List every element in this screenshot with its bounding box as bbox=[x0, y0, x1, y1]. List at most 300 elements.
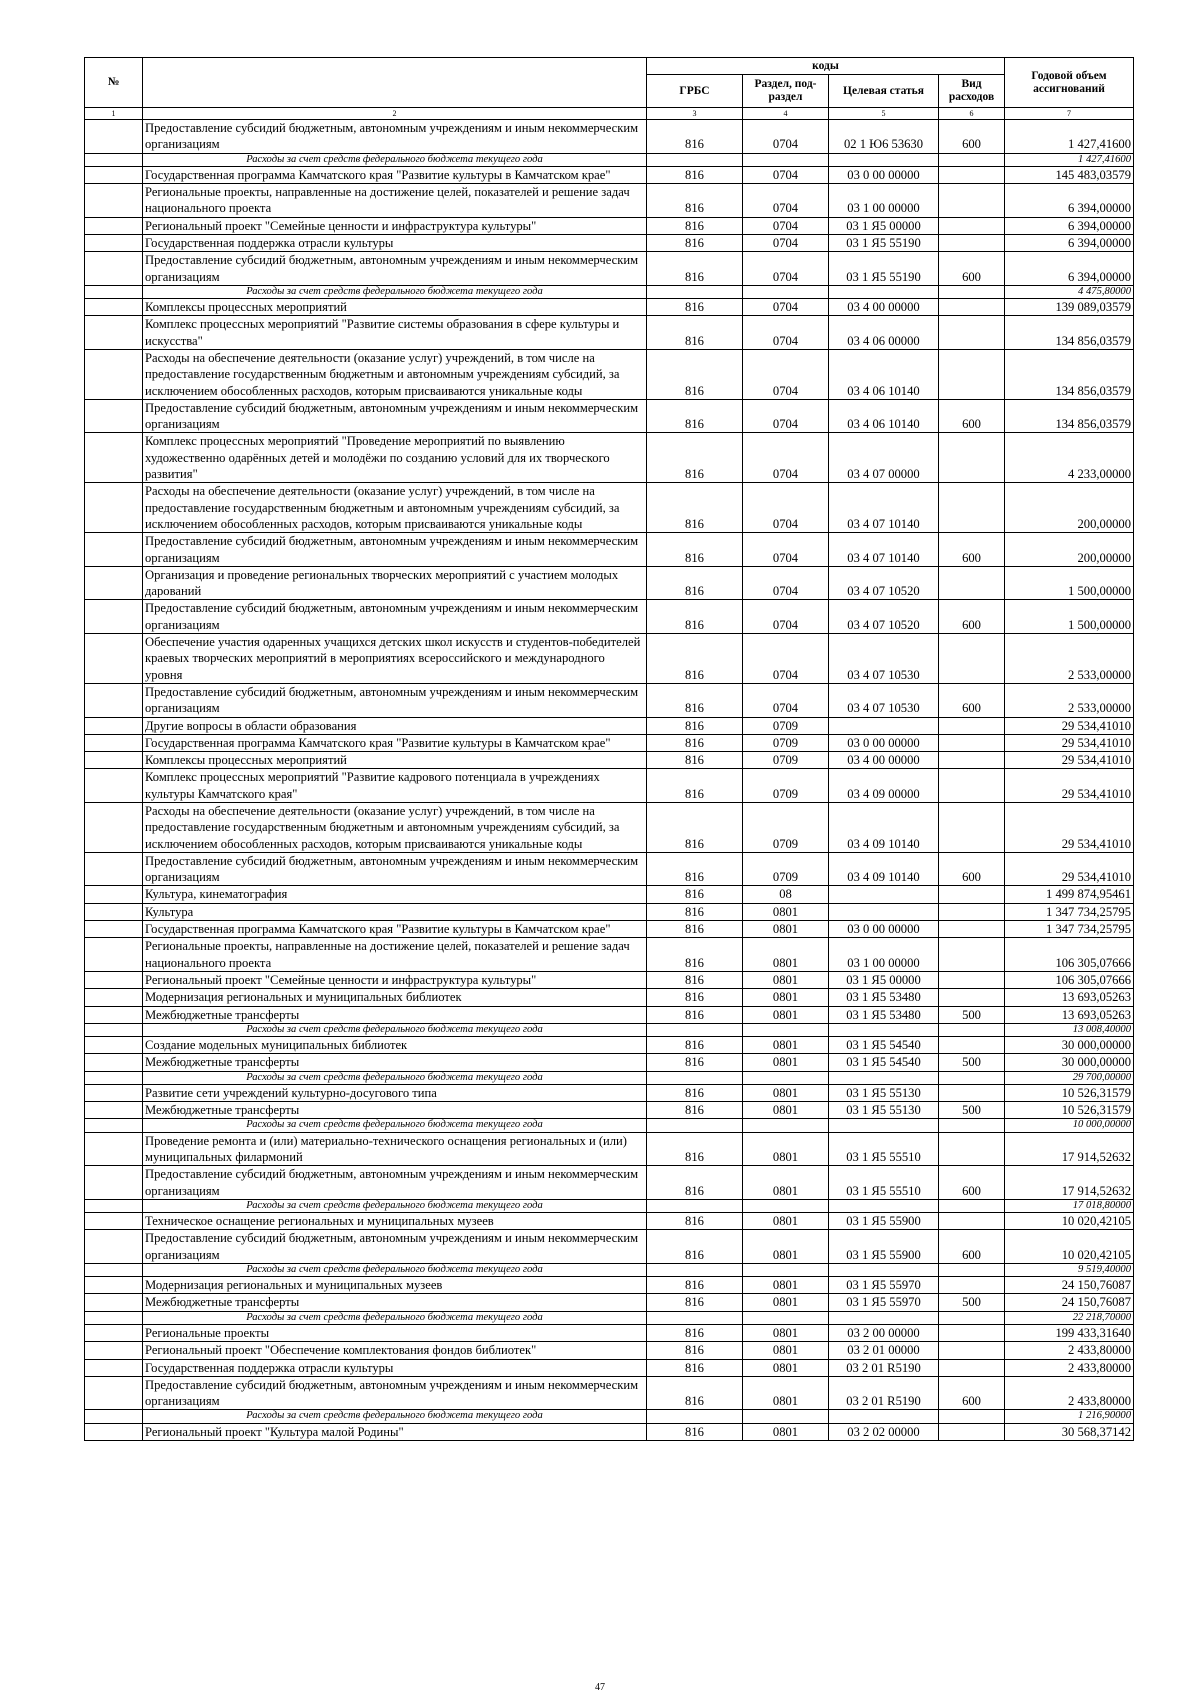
row-number-cell bbox=[85, 852, 143, 886]
tselevaya-cell: 03 2 01 R5190 bbox=[829, 1359, 939, 1376]
razdel-cell: 0709 bbox=[743, 852, 829, 886]
grbs-cell: 816 bbox=[647, 971, 743, 988]
table-row bbox=[85, 1102, 1134, 1119]
tselevaya-cell: 03 2 02 00000 bbox=[829, 1423, 939, 1440]
vid-cell: 600 bbox=[939, 852, 1005, 886]
tselevaya-cell bbox=[829, 285, 939, 298]
tselevaya-cell: 03 4 07 10140 bbox=[829, 483, 939, 533]
grbs-cell: 816 bbox=[647, 316, 743, 350]
volume-cell: 134 856,03579 bbox=[1005, 316, 1134, 350]
tselevaya-cell: 03 1 Я5 55510 bbox=[829, 1166, 939, 1200]
grbs-cell: 816 bbox=[647, 299, 743, 316]
row-name-cell: Расходы за счет средств федерального бюджета текущего года bbox=[143, 1119, 647, 1132]
razdel-cell: 0704 bbox=[743, 166, 829, 183]
razdel-cell: 0801 bbox=[743, 1324, 829, 1341]
row-name-cell: Предоставление субсидий бюджетным, автономным учреждениям и иным некоммерческим организациям bbox=[143, 1166, 647, 1200]
vid-cell bbox=[939, 433, 1005, 483]
razdel-cell: 0704 bbox=[743, 217, 829, 234]
table-row bbox=[85, 600, 1134, 634]
row-name-cell: Предоставление субсидий бюджетным, автономным учреждениям и иным некоммерческим организациям bbox=[143, 1230, 647, 1264]
tselevaya-cell: 03 1 Я5 53480 bbox=[829, 1006, 939, 1023]
federal-budget-row bbox=[85, 1410, 1134, 1423]
row-name-cell: Расходы за счет средств федерального бюджета текущего года bbox=[143, 285, 647, 298]
razdel-cell: 0801 bbox=[743, 989, 829, 1006]
tselevaya-cell: 03 4 06 10140 bbox=[829, 349, 939, 399]
row-name-cell: Региональные проекты bbox=[143, 1324, 647, 1341]
table-row bbox=[85, 683, 1134, 717]
volume-cell: 10 020,42105 bbox=[1005, 1213, 1134, 1230]
grbs-cell: 816 bbox=[647, 252, 743, 286]
tselevaya-cell: 03 1 Я5 53480 bbox=[829, 989, 939, 1006]
row-number-cell bbox=[85, 1084, 143, 1101]
volume-cell: 134 856,03579 bbox=[1005, 399, 1134, 433]
grbs-cell: 816 bbox=[647, 217, 743, 234]
row-number-cell bbox=[85, 1423, 143, 1440]
vid-cell bbox=[939, 971, 1005, 988]
tselevaya-cell: 03 1 Я5 55130 bbox=[829, 1102, 939, 1119]
tselevaya-cell: 03 4 07 10530 bbox=[829, 634, 939, 684]
row-name-cell: Предоставление субсидий бюджетным, автономным учреждениям и иным некоммерческим организациям bbox=[143, 120, 647, 154]
vid-cell bbox=[939, 1277, 1005, 1294]
table-row bbox=[85, 1342, 1134, 1359]
row-number-cell bbox=[85, 1006, 143, 1023]
vid-cell bbox=[939, 166, 1005, 183]
razdel-cell: 0704 bbox=[743, 184, 829, 218]
row-number-cell bbox=[85, 1359, 143, 1376]
vid-cell bbox=[939, 717, 1005, 734]
vid-cell bbox=[939, 1119, 1005, 1132]
tselevaya-cell: 03 0 00 00000 bbox=[829, 921, 939, 938]
razdel-cell: 0704 bbox=[743, 349, 829, 399]
table-row bbox=[85, 752, 1134, 769]
volume-cell: 29 534,41010 bbox=[1005, 802, 1134, 852]
vid-cell bbox=[939, 752, 1005, 769]
vid-cell bbox=[939, 903, 1005, 920]
razdel-cell bbox=[743, 285, 829, 298]
table-row bbox=[85, 166, 1134, 183]
razdel-cell: 0801 bbox=[743, 903, 829, 920]
row-name-cell: Государственная программа Камчатского края "Развитие культуры в Камчатском крае" bbox=[143, 166, 647, 183]
row-number-cell bbox=[85, 1342, 143, 1359]
grbs-cell: 816 bbox=[647, 634, 743, 684]
vid-cell bbox=[939, 566, 1005, 600]
razdel-cell: 08 bbox=[743, 886, 829, 903]
table-row bbox=[85, 1277, 1134, 1294]
vid-cell bbox=[939, 886, 1005, 903]
razdel-cell: 0801 bbox=[743, 1132, 829, 1166]
volume-cell: 200,00000 bbox=[1005, 483, 1134, 533]
table-row bbox=[85, 989, 1134, 1006]
col-grbs-header: ГРБС bbox=[647, 75, 743, 108]
column-index-row bbox=[85, 108, 1134, 120]
razdel-cell: 0801 bbox=[743, 1376, 829, 1410]
volume-cell: 1 500,00000 bbox=[1005, 566, 1134, 600]
tselevaya-cell: 03 4 09 10140 bbox=[829, 852, 939, 886]
volume-cell: 17 914,52632 bbox=[1005, 1132, 1134, 1166]
vid-cell: 600 bbox=[939, 399, 1005, 433]
table-row bbox=[85, 299, 1134, 316]
volume-cell: 106 305,07666 bbox=[1005, 971, 1134, 988]
vid-cell bbox=[939, 734, 1005, 751]
row-number-cell bbox=[85, 1277, 143, 1294]
index-cell: 5 bbox=[829, 108, 939, 120]
grbs-cell: 816 bbox=[647, 1166, 743, 1200]
tselevaya-cell: 03 4 07 00000 bbox=[829, 433, 939, 483]
codes-header: коды bbox=[647, 58, 1005, 75]
grbs-cell: 816 bbox=[647, 566, 743, 600]
volume-cell: 2 433,80000 bbox=[1005, 1359, 1134, 1376]
vid-cell: 600 bbox=[939, 120, 1005, 154]
row-number-cell bbox=[85, 1054, 143, 1071]
row-name-cell: Расходы за счет средств федерального бюджета текущего года bbox=[143, 1071, 647, 1084]
row-number-cell bbox=[85, 717, 143, 734]
vid-cell bbox=[939, 921, 1005, 938]
table-row bbox=[85, 769, 1134, 803]
razdel-cell bbox=[743, 1071, 829, 1084]
row-number-cell bbox=[85, 1376, 143, 1410]
row-name-cell: Предоставление субсидий бюджетным, автономным учреждениям и иным некоммерческим организациям bbox=[143, 852, 647, 886]
row-name-cell: Проведение ремонта и (или) материально-технического оснащения региональных и (или) муниципальных филармоний bbox=[143, 1132, 647, 1166]
vid-cell bbox=[939, 1084, 1005, 1101]
grbs-cell: 816 bbox=[647, 600, 743, 634]
table-row bbox=[85, 717, 1134, 734]
row-number-cell bbox=[85, 989, 143, 1006]
col-volume-header: Годовой объем ассигнований bbox=[1005, 58, 1134, 108]
tselevaya-cell: 03 1 Я5 55190 bbox=[829, 234, 939, 251]
row-name-cell: Региональные проекты, направленные на достижение целей, показателей и решение задач национального проекта bbox=[143, 184, 647, 218]
grbs-cell: 816 bbox=[647, 886, 743, 903]
grbs-cell: 816 bbox=[647, 1037, 743, 1054]
grbs-cell bbox=[647, 153, 743, 166]
tselevaya-cell: 03 4 06 00000 bbox=[829, 316, 939, 350]
tselevaya-cell: 03 2 01 R5190 bbox=[829, 1376, 939, 1410]
volume-cell: 29 534,41010 bbox=[1005, 852, 1134, 886]
grbs-cell bbox=[647, 1263, 743, 1276]
vid-cell bbox=[939, 1132, 1005, 1166]
grbs-cell: 816 bbox=[647, 1342, 743, 1359]
row-name-cell: Предоставление субсидий бюджетным, автономным учреждениям и иным некоммерческим организациям bbox=[143, 399, 647, 433]
tselevaya-cell: 03 4 07 10520 bbox=[829, 566, 939, 600]
volume-cell: 30 000,00000 bbox=[1005, 1037, 1134, 1054]
volume-cell: 9 519,40000 bbox=[1005, 1263, 1134, 1276]
volume-cell: 6 394,00000 bbox=[1005, 217, 1134, 234]
row-name-cell: Расходы за счет средств федерального бюджета текущего года bbox=[143, 1023, 647, 1036]
volume-cell: 10 526,31579 bbox=[1005, 1084, 1134, 1101]
tselevaya-cell bbox=[829, 717, 939, 734]
row-name-cell: Модернизация региональных и муниципальных музеев bbox=[143, 1277, 647, 1294]
row-name-cell: Государственная поддержка отрасли культуры bbox=[143, 1359, 647, 1376]
vid-cell bbox=[939, 802, 1005, 852]
tselevaya-cell bbox=[829, 1119, 939, 1132]
table-row bbox=[85, 634, 1134, 684]
grbs-cell: 816 bbox=[647, 1084, 743, 1101]
tselevaya-cell: 03 1 00 00000 bbox=[829, 938, 939, 972]
volume-cell: 1 427,41600 bbox=[1005, 120, 1134, 154]
table-row bbox=[85, 1006, 1134, 1023]
table-row bbox=[85, 533, 1134, 567]
volume-cell: 10 000,00000 bbox=[1005, 1119, 1134, 1132]
row-number-cell bbox=[85, 349, 143, 399]
tselevaya-cell: 03 1 Я5 55130 bbox=[829, 1084, 939, 1101]
index-cell: 3 bbox=[647, 108, 743, 120]
table-row bbox=[85, 802, 1134, 852]
grbs-cell: 816 bbox=[647, 989, 743, 1006]
row-name-cell: Расходы на обеспечение деятельности (оказание услуг) учреждений, в том числе на предоставление государственным бюджетным и автономным учреждениям субсидий, за исключением обособленных расходов, которым присваиваются уникальные коды bbox=[143, 483, 647, 533]
tselevaya-cell: 03 4 09 00000 bbox=[829, 769, 939, 803]
razdel-cell: 0801 bbox=[743, 1102, 829, 1119]
grbs-cell: 816 bbox=[647, 184, 743, 218]
row-name-cell: Обеспечение участия одаренных учащихся детских школ искусств и студентов-победителей краевых творческих мероприятий в мероприятиях всероссийского и международного уровня bbox=[143, 634, 647, 684]
table-row bbox=[85, 1294, 1134, 1311]
page-number: 47 bbox=[595, 1682, 605, 1693]
table-row bbox=[85, 1324, 1134, 1341]
row-name-cell: Культура, кинематография bbox=[143, 886, 647, 903]
row-name-cell: Государственная поддержка отрасли культуры bbox=[143, 234, 647, 251]
table-row bbox=[85, 1230, 1134, 1264]
tselevaya-cell: 03 1 Я5 55900 bbox=[829, 1230, 939, 1264]
grbs-cell: 816 bbox=[647, 717, 743, 734]
row-number-cell bbox=[85, 252, 143, 286]
volume-cell: 29 700,00000 bbox=[1005, 1071, 1134, 1084]
vid-cell: 600 bbox=[939, 533, 1005, 567]
vid-cell bbox=[939, 1410, 1005, 1423]
tselevaya-cell: 03 1 Я5 55970 bbox=[829, 1294, 939, 1311]
grbs-cell: 816 bbox=[647, 769, 743, 803]
razdel-cell: 0704 bbox=[743, 252, 829, 286]
row-number-cell bbox=[85, 483, 143, 533]
row-number-cell bbox=[85, 184, 143, 218]
grbs-cell: 816 bbox=[647, 938, 743, 972]
grbs-cell: 816 bbox=[647, 1213, 743, 1230]
col-razdel-header: Раздел, под-раздел bbox=[743, 75, 829, 108]
row-number-cell bbox=[85, 153, 143, 166]
col-name-header bbox=[143, 58, 647, 108]
row-number-cell bbox=[85, 120, 143, 154]
row-name-cell: Комплекс процессных мероприятий "Проведение мероприятий по выявлению художественно одарённых детей и молодёжи по созданию условий для их творческого развития" bbox=[143, 433, 647, 483]
volume-cell: 30 568,37142 bbox=[1005, 1423, 1134, 1440]
volume-cell: 1 427,41600 bbox=[1005, 153, 1134, 166]
razdel-cell: 0801 bbox=[743, 971, 829, 988]
table-header bbox=[85, 58, 1134, 120]
volume-cell: 6 394,00000 bbox=[1005, 234, 1134, 251]
row-name-cell: Комплекс процессных мероприятий "Развитие кадрового потенциала в учреждениях культуры Камчатского края" bbox=[143, 769, 647, 803]
razdel-cell bbox=[743, 1199, 829, 1212]
grbs-cell: 816 bbox=[647, 1359, 743, 1376]
row-name-cell: Расходы за счет средств федерального бюджета текущего года bbox=[143, 1311, 647, 1324]
volume-cell: 17 914,52632 bbox=[1005, 1166, 1134, 1200]
razdel-cell: 0801 bbox=[743, 921, 829, 938]
table-row bbox=[85, 886, 1134, 903]
tselevaya-cell: 02 1 Ю6 53630 bbox=[829, 120, 939, 154]
vid-cell bbox=[939, 1324, 1005, 1341]
tselevaya-cell: 03 2 00 00000 bbox=[829, 1324, 939, 1341]
vid-cell bbox=[939, 153, 1005, 166]
volume-cell: 199 433,31640 bbox=[1005, 1324, 1134, 1341]
tselevaya-cell: 03 4 00 00000 bbox=[829, 752, 939, 769]
row-name-cell: Расходы за счет средств федерального бюджета текущего года bbox=[143, 1263, 647, 1276]
grbs-cell: 816 bbox=[647, 1277, 743, 1294]
grbs-cell bbox=[647, 1199, 743, 1212]
row-number-cell bbox=[85, 683, 143, 717]
grbs-cell: 816 bbox=[647, 1423, 743, 1440]
volume-cell: 22 218,70000 bbox=[1005, 1311, 1134, 1324]
vid-cell bbox=[939, 1071, 1005, 1084]
row-number-cell bbox=[85, 316, 143, 350]
row-number-cell bbox=[85, 1037, 143, 1054]
razdel-cell bbox=[743, 1263, 829, 1276]
grbs-cell bbox=[647, 1311, 743, 1324]
row-name-cell: Предоставление субсидий бюджетным, автономным учреждениям и иным некоммерческим организациям bbox=[143, 600, 647, 634]
vid-cell bbox=[939, 316, 1005, 350]
row-name-cell: Культура bbox=[143, 903, 647, 920]
razdel-cell: 0704 bbox=[743, 683, 829, 717]
grbs-cell: 816 bbox=[647, 802, 743, 852]
tselevaya-cell: 03 4 07 10140 bbox=[829, 533, 939, 567]
grbs-cell bbox=[647, 1410, 743, 1423]
grbs-cell: 816 bbox=[647, 1294, 743, 1311]
row-number-cell bbox=[85, 752, 143, 769]
col-tselevaya-header: Целевая статья bbox=[829, 75, 939, 108]
vid-cell: 600 bbox=[939, 252, 1005, 286]
volume-cell: 2 533,00000 bbox=[1005, 634, 1134, 684]
volume-cell: 29 534,41010 bbox=[1005, 752, 1134, 769]
row-number-cell bbox=[85, 1119, 143, 1132]
vid-cell bbox=[939, 184, 1005, 218]
razdel-cell: 0801 bbox=[743, 1230, 829, 1264]
table-row bbox=[85, 1213, 1134, 1230]
vid-cell bbox=[939, 1311, 1005, 1324]
volume-cell: 4 233,00000 bbox=[1005, 433, 1134, 483]
grbs-cell: 816 bbox=[647, 1102, 743, 1119]
grbs-cell: 816 bbox=[647, 1376, 743, 1410]
vid-cell: 600 bbox=[939, 1166, 1005, 1200]
federal-budget-row bbox=[85, 1263, 1134, 1276]
volume-cell: 1 347 734,25795 bbox=[1005, 921, 1134, 938]
row-number-cell bbox=[85, 1294, 143, 1311]
razdel-cell: 0709 bbox=[743, 734, 829, 751]
razdel-cell: 0801 bbox=[743, 1342, 829, 1359]
volume-cell: 1 216,90000 bbox=[1005, 1410, 1134, 1423]
volume-cell: 6 394,00000 bbox=[1005, 252, 1134, 286]
row-name-cell: Расходы на обеспечение деятельности (оказание услуг) учреждений, в том числе на предоставление государственным бюджетным и автономным учреждениям субсидий, за исключением обособленных расходов, которым присваиваются уникальные коды bbox=[143, 802, 647, 852]
razdel-cell: 0704 bbox=[743, 483, 829, 533]
row-number-cell bbox=[85, 802, 143, 852]
row-name-cell: Государственная программа Камчатского края "Развитие культуры в Камчатском крае" bbox=[143, 734, 647, 751]
razdel-cell: 0801 bbox=[743, 1359, 829, 1376]
grbs-cell: 816 bbox=[647, 234, 743, 251]
row-name-cell: Комплекс процессных мероприятий "Развитие системы образования в сфере культуры и искусства" bbox=[143, 316, 647, 350]
razdel-cell bbox=[743, 1410, 829, 1423]
razdel-cell: 0801 bbox=[743, 1294, 829, 1311]
volume-cell: 200,00000 bbox=[1005, 533, 1134, 567]
volume-cell: 29 534,41010 bbox=[1005, 717, 1134, 734]
razdel-cell: 0801 bbox=[743, 938, 829, 972]
volume-cell: 2 433,80000 bbox=[1005, 1376, 1134, 1410]
volume-cell: 10 020,42105 bbox=[1005, 1230, 1134, 1264]
federal-budget-row bbox=[85, 1199, 1134, 1212]
federal-budget-row bbox=[85, 1071, 1134, 1084]
volume-cell: 1 499 874,95461 bbox=[1005, 886, 1134, 903]
grbs-cell: 816 bbox=[647, 433, 743, 483]
index-cell: 6 bbox=[939, 108, 1005, 120]
row-number-cell bbox=[85, 217, 143, 234]
row-name-cell: Модернизация региональных и муниципальных библиотек bbox=[143, 989, 647, 1006]
table-row bbox=[85, 1423, 1134, 1440]
row-name-cell: Межбюджетные трансферты bbox=[143, 1102, 647, 1119]
row-name-cell: Предоставление субсидий бюджетным, автономным учреждениям и иным некоммерческим организациям bbox=[143, 533, 647, 567]
grbs-cell: 816 bbox=[647, 399, 743, 433]
vid-cell: 600 bbox=[939, 1376, 1005, 1410]
row-name-cell: Межбюджетные трансферты bbox=[143, 1294, 647, 1311]
row-name-cell: Региональный проект "Семейные ценности и инфраструктура культуры" bbox=[143, 971, 647, 988]
tselevaya-cell bbox=[829, 1410, 939, 1423]
row-name-cell: Комплексы процессных мероприятий bbox=[143, 752, 647, 769]
volume-cell: 145 483,03579 bbox=[1005, 166, 1134, 183]
volume-cell: 24 150,76087 bbox=[1005, 1294, 1134, 1311]
razdel-cell: 0704 bbox=[743, 566, 829, 600]
razdel-cell bbox=[743, 153, 829, 166]
col-number-header: № bbox=[85, 58, 143, 108]
grbs-cell: 816 bbox=[647, 683, 743, 717]
volume-cell: 134 856,03579 bbox=[1005, 349, 1134, 399]
row-number-cell bbox=[85, 634, 143, 684]
table-row bbox=[85, 1084, 1134, 1101]
vid-cell bbox=[939, 938, 1005, 972]
row-number-cell bbox=[85, 971, 143, 988]
tselevaya-cell bbox=[829, 886, 939, 903]
tselevaya-cell: 03 0 00 00000 bbox=[829, 734, 939, 751]
grbs-cell bbox=[647, 1023, 743, 1036]
tselevaya-cell: 03 1 Я5 54540 bbox=[829, 1037, 939, 1054]
row-number-cell bbox=[85, 769, 143, 803]
budget-table bbox=[84, 57, 1134, 1441]
row-name-cell: Государственная программа Камчатского края "Развитие культуры в Камчатском крае" bbox=[143, 921, 647, 938]
row-number-cell bbox=[85, 1410, 143, 1423]
volume-cell: 10 526,31579 bbox=[1005, 1102, 1134, 1119]
vid-cell bbox=[939, 1213, 1005, 1230]
tselevaya-cell bbox=[829, 903, 939, 920]
row-number-cell bbox=[85, 1023, 143, 1036]
row-number-cell bbox=[85, 734, 143, 751]
grbs-cell: 816 bbox=[647, 1230, 743, 1264]
tselevaya-cell: 03 1 Я5 55510 bbox=[829, 1132, 939, 1166]
tselevaya-cell bbox=[829, 1071, 939, 1084]
razdel-cell: 0704 bbox=[743, 316, 829, 350]
razdel-cell: 0704 bbox=[743, 634, 829, 684]
vid-cell bbox=[939, 217, 1005, 234]
index-cell: 2 bbox=[143, 108, 647, 120]
vid-cell bbox=[939, 634, 1005, 684]
table-row bbox=[85, 399, 1134, 433]
razdel-cell: 0704 bbox=[743, 533, 829, 567]
table-row bbox=[85, 971, 1134, 988]
row-name-cell: Расходы за счет средств федерального бюджета текущего года bbox=[143, 1410, 647, 1423]
tselevaya-cell: 03 1 Я5 55900 bbox=[829, 1213, 939, 1230]
grbs-cell: 816 bbox=[647, 483, 743, 533]
row-name-cell: Региональный проект "Культура малой Родины" bbox=[143, 1423, 647, 1440]
row-number-cell bbox=[85, 1263, 143, 1276]
federal-budget-row bbox=[85, 1311, 1134, 1324]
volume-cell: 1 347 734,25795 bbox=[1005, 903, 1134, 920]
row-number-cell bbox=[85, 1311, 143, 1324]
grbs-cell: 816 bbox=[647, 752, 743, 769]
razdel-cell bbox=[743, 1311, 829, 1324]
volume-cell: 24 150,76087 bbox=[1005, 1277, 1134, 1294]
table-row bbox=[85, 566, 1134, 600]
volume-cell: 4 475,80000 bbox=[1005, 285, 1134, 298]
grbs-cell bbox=[647, 285, 743, 298]
volume-cell: 2 433,80000 bbox=[1005, 1342, 1134, 1359]
